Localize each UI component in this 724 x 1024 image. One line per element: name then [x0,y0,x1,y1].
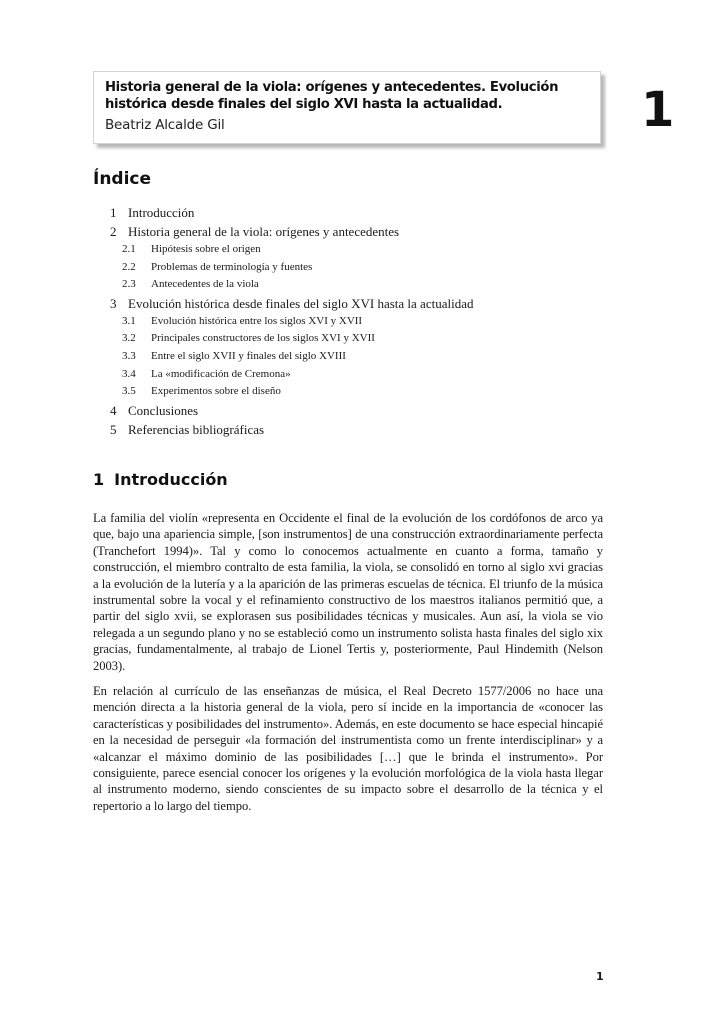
chapter-number: 1 [641,82,675,138]
page-number: 1 [596,970,604,983]
toc-entry-label: Historia general de la viola: orígenes y antecedentes [128,224,400,239]
toc-entry[interactable] [110,294,580,313]
toc-entry-number: 5 [110,421,117,437]
toc-entry[interactable] [110,348,580,366]
toc-entry-number: 3.4 [122,367,136,380]
toc-entry-label: Entre el siglo XVII y finales del siglo XVIII [151,349,346,362]
toc-entry-label: Experimentos sobre el diseño [151,385,281,398]
chapter-author: Beatriz Alcalde Gil [105,117,225,133]
chapter-title-box [93,71,601,144]
toc-entry-label: Evolución histórica entre los siglos XVI y XVII [151,314,363,327]
toc-entry[interactable] [110,241,580,259]
toc-entry-label: Conclusiones [128,402,199,418]
table-of-contents [110,203,580,439]
toc-entry-label: Principales constructores de los siglos XVI y XVII [151,332,375,345]
toc-entry[interactable] [110,313,580,331]
toc-entry-number: 1 [110,205,117,220]
toc-entry[interactable] [110,401,580,420]
toc-entry-number: 2 [110,224,117,239]
toc-entry-number: 3.5 [122,385,136,398]
toc-entry-number: 3 [110,295,117,311]
toc-entry-number: 3.3 [122,349,136,362]
toc-entry[interactable] [110,330,580,348]
toc-entry-label: La «modificación de Cremona» [151,367,291,380]
toc-heading: Índice [93,169,152,189]
toc-entry[interactable] [110,383,580,401]
toc-entry-number: 3.1 [122,314,136,327]
toc-entry[interactable] [110,276,580,294]
toc-entry-label: Introducción [128,205,195,220]
toc-entry[interactable] [110,420,580,439]
chapter-title: Historia general de la viola: orígenes y antecedentes. Evolución histórica desde finales del siglo XVI hasta la actualidad. [105,80,559,112]
section-number: 1 [93,470,105,489]
toc-entry-number: 2.3 [122,278,136,291]
body-paragraph: En relación al currículo de las enseñanzas de música, el Real Decreto 1577/2006 no hace una mención directa a la historia general de la viola, pero sí incide en la importancia de «conocer las características y posibilidades del instrumento». Además, en este documento se hace especial hincapié en la necesidad de perseguir «la formación del instrumentista como un frente interdisciplinar» y a «alcanzar el máximo dominio de las posibilidades […] que le brinda el instrumento». Por consiguiente, parece esencial conocer los orígenes y la evolución morfológica de la viola hasta llegar al instrumento moderno, siendo conscientes de su impacto sobre el desarrollo de la técnica y el repertorio a lo largo del tiempo. [93,684,603,813]
toc-entry-label: Antecedentes de la viola [151,278,259,291]
toc-entry-number: 3.2 [122,332,136,345]
toc-entry-label: Hipótesis sobre el origen [151,243,261,255]
body-paragraph: La familia del violín «representa en Occidente el final de la evolución de los cordófonos de arco ya que, bajo una apariencia simple, [son instrumentos] de una construcción extraordinariamente perfecta (Tranchefort 1994)». Tal y como lo conocemos actualmente en cuanto a forma, tamaño y construcción, el miembro contralto de esta familia, la viola, se consolidó en torno al siglo xvi gracias a la evolución de la lutería y a la aparición de las primeras escuelas de técnica. El triunfo de la música instrumental sobre la vocal y el refinamiento constructivo de los maestros italianos permitió que, a partir del siglo xvii, se explorasen sus posibilidades técnicas y musicales. Aun así, la viola se vio relegada a un segundo plano y no se estableció como un instrumento solista hasta finales del siglo xix gracias, fundamentalmente, al trabajo de Lionel Tertis y, posteriormente, Paul Hindemith (Nelson 2003). [93,511,603,673]
toc-entry[interactable] [110,222,580,241]
toc-entry-label: Referencias bibliográficas [128,421,265,437]
section-heading [93,469,228,491]
toc-entry-number: 2.1 [122,243,136,255]
toc-entry[interactable] [110,259,580,277]
toc-entry[interactable] [110,366,580,384]
toc-entry[interactable] [110,203,580,222]
section-title: Introducción [114,470,228,489]
toc-entry-label: Evolución histórica desde finales del siglo XVI hasta la actualidad [128,295,474,311]
toc-entry-label: Problemas de terminología y fuentes [151,260,313,273]
toc-entry-number: 4 [110,402,117,418]
toc-entry-number: 2.2 [122,260,136,273]
